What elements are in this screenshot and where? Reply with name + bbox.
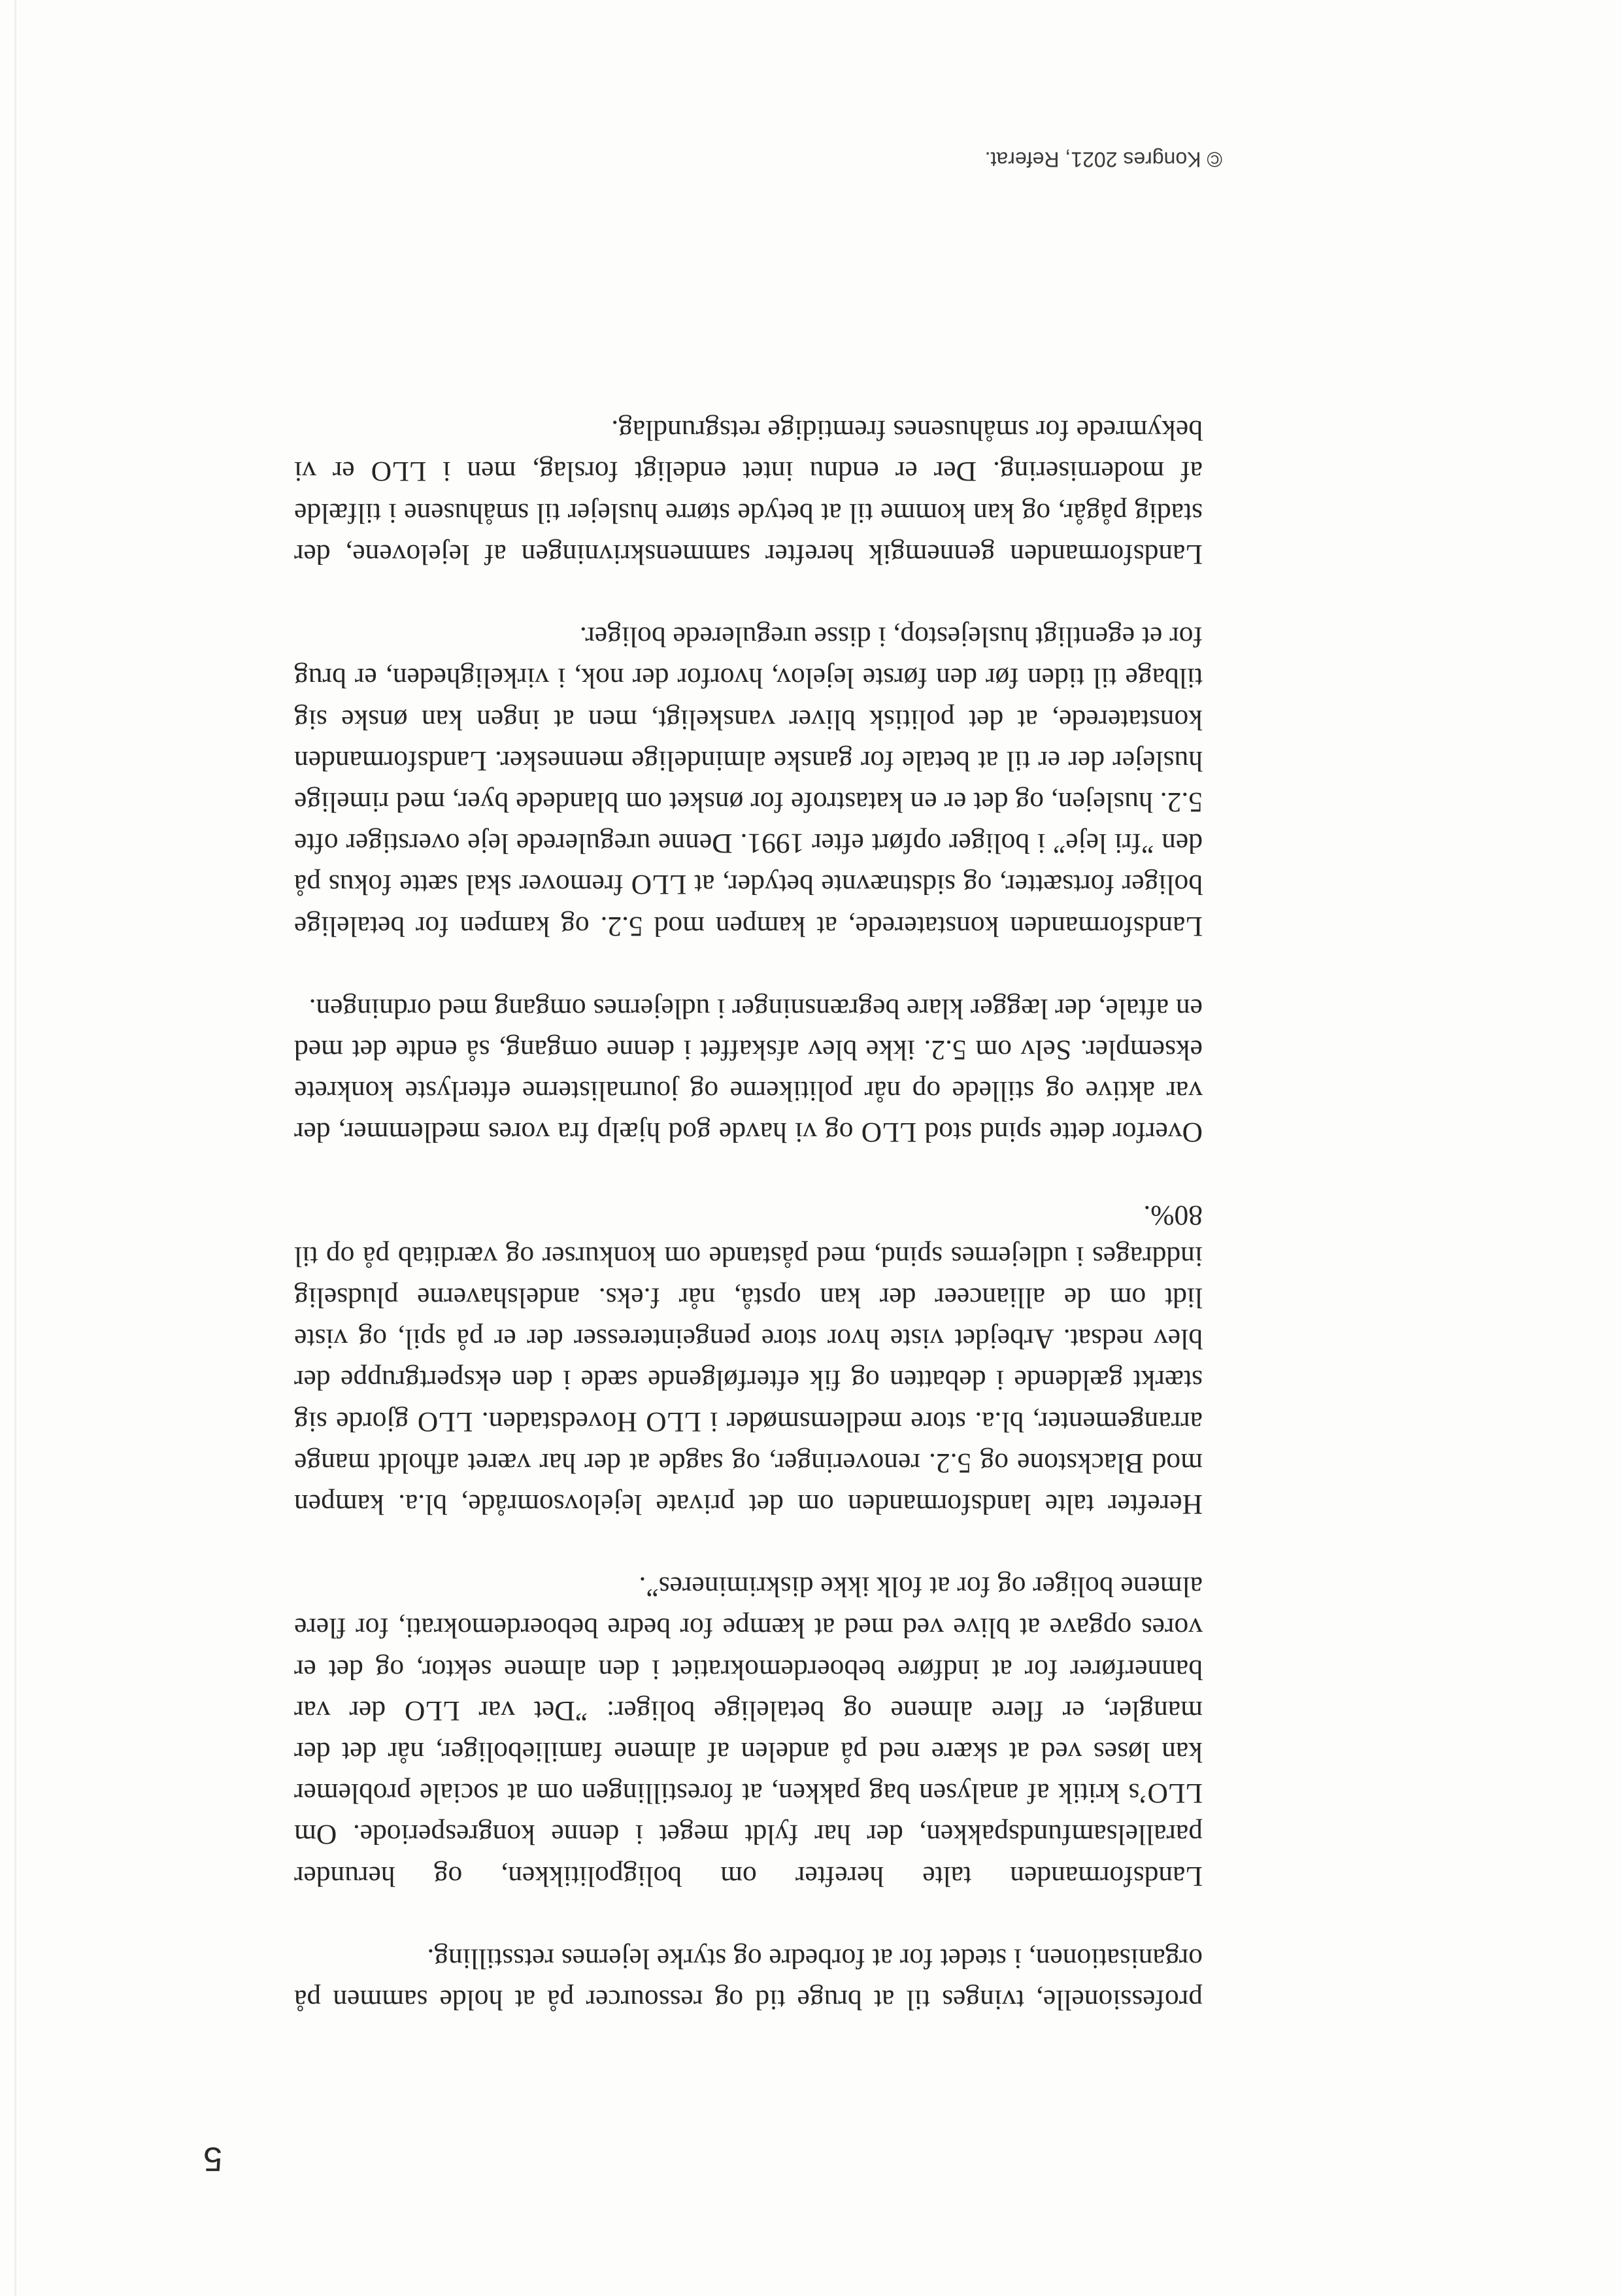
paragraph: Landsformanden konstaterede, at kampen mod 5.2. og kampen for betalelige boliger fortsætter, og sidstnævnte betyder, at LLO fremover skal sætte fokus på den ”fri leje” i boliger opført efter 1991. Denne uregulerede leje overstiger ofte 5.2. huslejen, og det er en katastrofe for ønsket om blandede byer, med rimelige huslejer der er til at betale for ganske almindelige mennesker. Landsformanden konstaterede, at det politisk bliver vanskeligt, men at ingen kan ønske sig tilbage til tiden før den første lejelov, hvorfor der nok, i virkeligheden, er brug for et egentligt huslejestop, i disse uregulerede boliger. (294, 621, 1203, 942)
scan-edge-line (14, 0, 16, 2296)
paragraph: Landsformanden gennemgik herefter sammenskrivningen af lejelovene, der stadig pågår, og kan komme til at betyde større huslejer til småhusene i tilfælde af modernisering. Der er endnu intet endeligt forslag, men i LLO er vi bekymrede for småhusenes fremtidige retsgrundlag. (294, 414, 1203, 570)
page-number: 5 (203, 2140, 222, 2178)
paragraph: professionelle, tvinges til at bruge tid og ressourcer på at holde sammen på organisationen, i stedet for at forbedre og styrke lejernes retsstilling. (294, 1942, 1203, 2016)
paragraph: Overfor dette spind stod LLO og vi havde god hjælp fra vores medlemmer, der var aktive og stillede op når politikerne og journalisterne efterlyste konkrete eksempler. Selv om 5.2. ikke blev afskaffet i denne omgang, så endte det med en aftale, der lægger klare begrænsninger i udlejernes omgang med ordningen. (294, 992, 1203, 1149)
paragraph: Landsformanden talte herefter om boligpolitikken, og herunder parallelsamfundspakken, der har fyldt meget i denne kongresperiode. Om LLO’s kritik af analysen bag pakken, at forestillingen om at sociale problemer kan løses ved at skære ned på andelen af almene familieboliger, når det der mangler, er flere almene og betalelige boliger: ”Det var LLO der var bannerfører for at indføre beboerdemokratiet i den almene sektor, og det er vores opgave at blive ved med at kæmpe for bedre beboerdemokrati, for flere almene boliger og for at folk ikke diskrimineres”. (294, 1571, 1203, 1892)
paragraph: Herefter talte landsformanden om det private lejelovsområde, bl.a. kampen mod Blackstone og 5.2. renoveringer, og sagde at der har været afholdt mange arrangementer, bl.a. store medlemsmøder i LLO Hovedstaden. LLO gjorde sig stærkt gældende i debatten og fik efterfølgende sæde i den ekspertgruppe der blev nedsat. Arbejdet viste hvor store pengeinteresser der er på spil, og viste lidt om de allianceer der kan opstå, når f.eks. andelshaverne pludselig inddrages i udlejernes spind, med påstande om konkurser og værditab på op til 80%. (294, 1199, 1203, 1520)
footer-copyright: © Kongres 2021, Referat. (984, 148, 1222, 171)
body-text (294, 368, 1203, 2020)
